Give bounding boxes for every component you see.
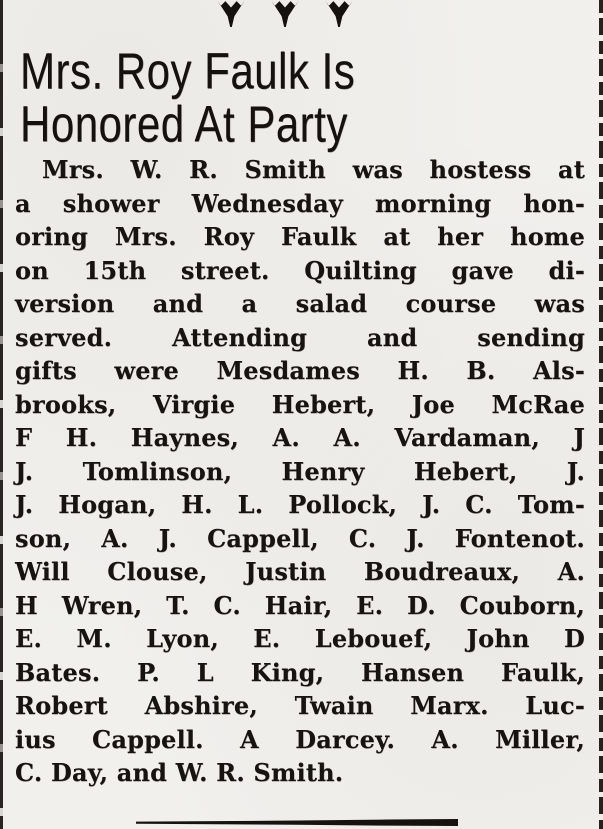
- body-line: version and a salad course was: [15, 289, 585, 318]
- star-fleuron-icon: [271, 0, 299, 27]
- article-end-rule: [136, 819, 458, 826]
- article-body: [15, 153, 585, 790]
- body-line: son, A. J. Cappell, C. J. Fontenot.: [15, 523, 585, 553]
- body-line: H Wren, T. C. Hair, E. D. Couborn,: [15, 590, 585, 620]
- body-line: J. Tomlinson, Henry Hebert, J.: [15, 456, 585, 486]
- body-line: gifts were Mesdames H. B. Als-: [15, 356, 585, 385]
- body-line: C. Day, and W. R. Smith.: [15, 758, 344, 787]
- body-line: oring Mrs. Roy Faulk at her home: [15, 222, 585, 251]
- body-line: Robert Abshire, Twain Marx. Luc-: [15, 691, 585, 720]
- body-line: Mrs. W. R. Smith was hostess at: [42, 155, 585, 184]
- masthead-ornaments: [217, 0, 353, 27]
- body-line: E. M. Lyon, E. Lebouef, John D: [15, 624, 585, 653]
- body-line: on 15th street. Quilting gave di-: [15, 255, 585, 285]
- star-fleuron-icon: [217, 0, 245, 27]
- body-line: ius Cappell. A Darcey. A. Miller,: [15, 724, 585, 754]
- article-headline-line-1: Mrs. Roy Faulk Is: [20, 42, 356, 100]
- body-line: F H. Haynes, A. A. Vardaman, J: [15, 423, 585, 452]
- body-line: Will Clouse, Justin Boudreaux, A.: [15, 557, 585, 586]
- body-line: J. Hogan, H. L. Pollock, J. C. Tom-: [15, 490, 585, 519]
- body-line: Bates. P. L King, Hansen Faulk,: [15, 657, 585, 687]
- left-column-rule: [0, 0, 3, 829]
- star-fleuron-icon: [325, 0, 353, 27]
- body-line: a shower Wednesday morning hon-: [15, 188, 585, 218]
- right-column-rule: [599, 0, 603, 829]
- article-headline-line-2: Honored At Party: [20, 95, 348, 153]
- body-line: served. Attending and sending: [15, 322, 585, 352]
- body-line: brooks, Virgie Hebert, Joe McRae: [15, 389, 585, 419]
